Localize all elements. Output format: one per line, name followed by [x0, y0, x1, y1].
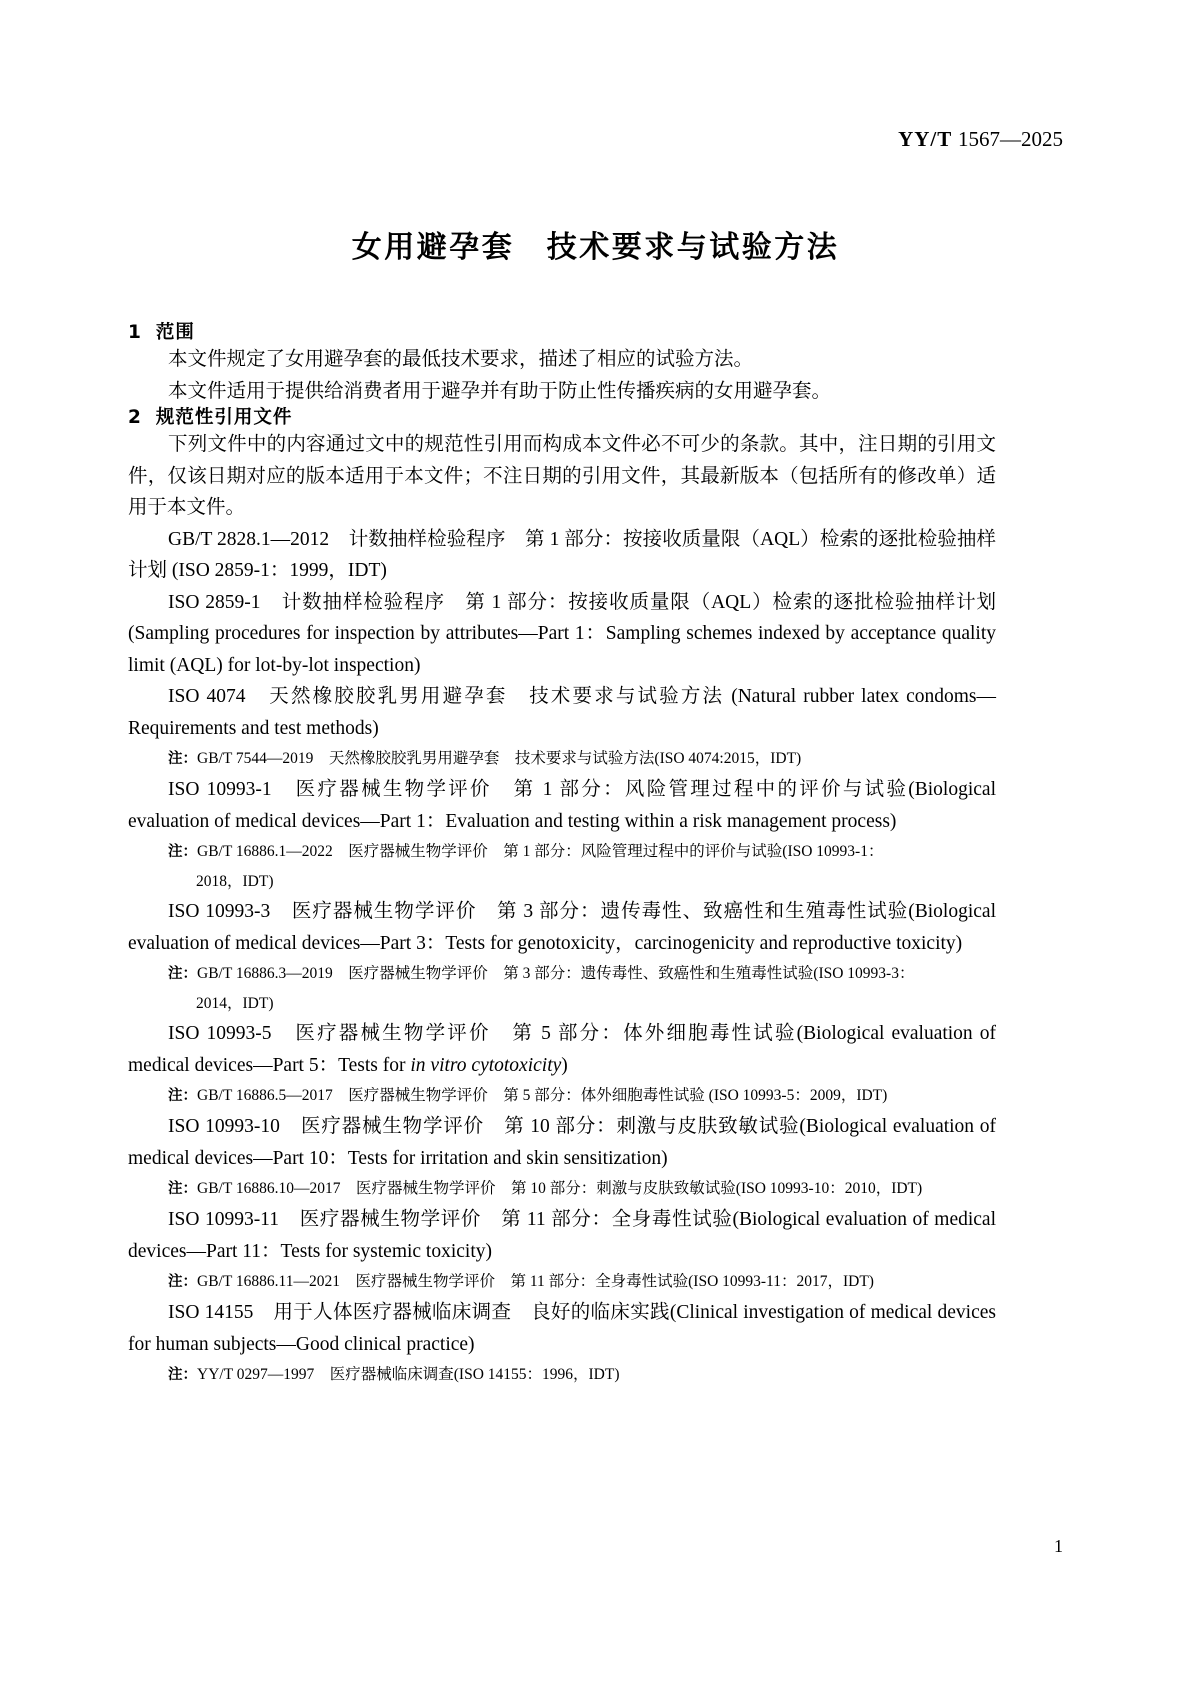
- page-title: 女用避孕套 技术要求与试验方法: [351, 230, 840, 265]
- reference-note: [128, 1267, 996, 1297]
- reference-note: [128, 837, 996, 896]
- note-text: GB/T 16886.5—2017 医疗器械生物学评价 第 5 部分：体外细胞毒性试验 (ISO 10993-5：2009，IDT): [197, 1087, 888, 1105]
- reference-text-post: ): [561, 1054, 568, 1076]
- note-label: 注：: [168, 1274, 197, 1291]
- note-text: GB/T 16886.3—2019 医疗器械生物学评价 第 3 部分：遗传毒性、致癌性和生殖毒性试验(ISO 10993-3：: [197, 965, 915, 983]
- note-label: 注：: [168, 1088, 197, 1105]
- paragraph: 本文件适用于提供给消费者用于避孕并有助于防止性传播疾病的女用避孕套。: [168, 380, 832, 402]
- note-label: 注：: [168, 751, 197, 768]
- reference-note: [128, 744, 996, 774]
- note-label: 注：: [168, 844, 197, 861]
- paragraph: 本文件规定了女用避孕套的最低技术要求，描述了相应的试验方法。: [168, 349, 754, 371]
- note-text: YY/T 0297—1997 医疗器械临床调查(ISO 14155：1996，IDT): [197, 1366, 620, 1384]
- note-text: GB/T 16886.10—2017 医疗器械生物学评价 第 10 部分：刺激与皮肤致敏试验(ISO 10993-10：2010，IDT): [197, 1180, 923, 1198]
- section-number-2: 2: [128, 407, 142, 429]
- page-number: 1: [1054, 1536, 1063, 1556]
- note-text-continued: 2014，IDT): [196, 995, 274, 1013]
- reference-note: [128, 959, 996, 1018]
- reference-entry: ISO 2859-1 计数抽样检验程序 第 1 部分：按接收质量限（AQL）检索的逐批检验抽样计划 (Sampling procedures for inspection by attributes—Part 1：Sampling schemes indexed by acceptance quality limit (AQL) for lot-by-lot inspection): [128, 591, 996, 676]
- section-title-2: 规范性引用文件: [155, 407, 293, 429]
- reference-entry: ISO 10993-1 医疗器械生物学评价 第 1 部分：风险管理过程中的评价与试验(Biological evaluation of medical devices—Part 1：Evaluation and testing within a risk management process): [128, 779, 996, 832]
- section-title-1: 范围: [155, 322, 195, 343]
- note-label: 注：: [168, 1181, 197, 1198]
- note-text-continued: 2018，IDT): [196, 873, 274, 891]
- reference-entry: ISO 10993-10 医疗器械生物学评价 第 10 部分：刺激与皮肤致敏试验(Biological evaluation of medical devices—Part 10：Tests for irritation and skin sensitization): [128, 1116, 996, 1169]
- reference-entry: ISO 10993-3 医疗器械生物学评价 第 3 部分：遗传毒性、致癌性和生殖毒性试验(Biological evaluation of medical devices—Part 3：Tests for genotoxicity，carcinogenicity and reproductive toxicity): [128, 901, 996, 954]
- running-header: [128, 127, 1063, 152]
- reference-note: [128, 1360, 996, 1390]
- reference-entry: ISO 10993-11 医疗器械生物学评价 第 11 部分：全身毒性试验(Biological evaluation of medical devices—Part 11：Tests for systemic toxicity): [128, 1209, 996, 1262]
- reference-entry: ISO 4074 天然橡胶胶乳男用避孕套 技术要求与试验方法 (Natural rubber latex condoms—Requirements and test methods): [128, 686, 996, 739]
- reference-entry: GB/T 2828.1—2012 计数抽样检验程序 第 1 部分：按接收质量限（AQL）检索的逐批检验抽样计划 (ISO 2859-1：1999，IDT): [128, 528, 996, 582]
- reference-text-italic: in vitro cytotoxicity: [410, 1054, 562, 1076]
- normative-reference-list: [128, 524, 996, 1391]
- note-label: 注：: [168, 966, 197, 983]
- reference-note: [128, 1081, 996, 1111]
- standard-code: YY/T: [898, 127, 953, 151]
- reference-entry: [128, 1018, 996, 1081]
- standard-number: 1567—2025: [958, 127, 1063, 151]
- note-text: GB/T 16886.11—2021 医疗器械生物学评价 第 11 部分：全身毒性试验(ISO 10993-11：2017，IDT): [197, 1273, 874, 1291]
- reference-note: [128, 1174, 996, 1204]
- section-heading-1: [128, 322, 996, 344]
- reference-text-pre: ISO 10993-5 医疗器械生物学评价 第 5 部分：体外细胞毒性试验(Biological evaluation of medical devices—Part 5：Tests for: [128, 1023, 996, 1076]
- reference-entry: ISO 14155 用于人体医疗器械临床调查 良好的临床实践(Clinical investigation of medical devices for human subjects—Good clinical practice): [128, 1302, 996, 1355]
- note-text: GB/T 16886.1—2022 医疗器械生物学评价 第 1 部分：风险管理过程中的评价与试验(ISO 10993-1：: [197, 843, 884, 861]
- paragraph: 下列文件中的内容通过文中的规范性引用而构成本文件必不可少的条款。其中，注日期的引用文件，仅该日期对应的版本适用于本文件；不注日期的引用文件，其最新版本（包括所有的修改单）适用于本文件。: [128, 434, 996, 519]
- document-body: [128, 322, 996, 1390]
- section-number-1: 1: [128, 322, 142, 343]
- section-heading-2: [128, 407, 996, 429]
- note-text: GB/T 7544—2019 天然橡胶胶乳男用避孕套 技术要求与试验方法(ISO 4074:2015，IDT): [197, 750, 802, 768]
- note-label: 注：: [168, 1367, 197, 1384]
